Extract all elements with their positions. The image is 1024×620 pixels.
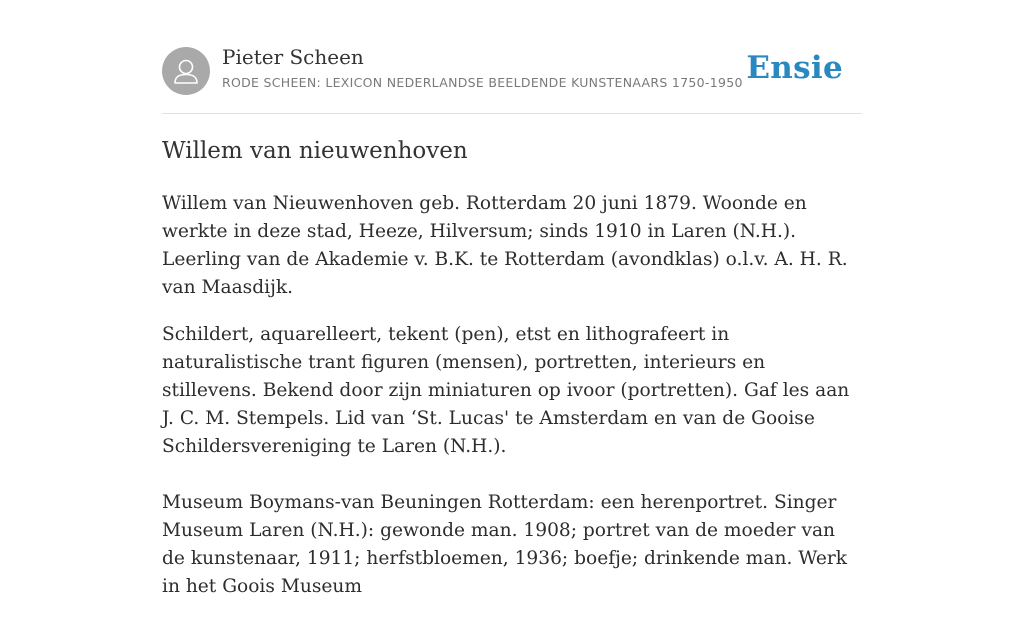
source-title[interactable]: RODE SCHEEN: LEXICON NEDERLANDSE BEELDENDE KUNSTENAARS 1750-1950 (222, 75, 743, 90)
article-page (162, 0, 862, 597)
paragraph-work: Schildert, aquarelleert, tekent (pen), etst en lithografeert in naturalistische trant figuren (mensen), portretten, interieurs en stillevens. Bekend door zijn miniaturen op ivoor (portretten). Gaf les aan J. C. M. Stempels. Lid van ‘St. Lucas' te Amsterdam en van de Gooise Schildersvereniging te Laren (N.H.). (162, 324, 850, 457)
article-body (162, 190, 862, 620)
user-icon (162, 47, 210, 95)
paragraph-biography: Willem van Nieuwenhoven geb. Rotterdam 20 juni 1879. Woonde en werkte in deze stad, Heeze, Hilversum; sinds 1910 in Laren (N.H.). Leerling van de Akademie v. B.K. te Rotterdam (avondklas) o.l.v. A. H. R. van Maasdijk. (162, 193, 848, 298)
article-header (162, 0, 862, 114)
author-name[interactable]: Pieter Scheen (222, 45, 364, 69)
avatar[interactable] (162, 47, 210, 95)
paragraph-collections: Museum Boymans-van Beuningen Rotterdam: een herenportret. Singer Museum Laren (N.H.): gewonde man. 1908; portret van de moeder van de kunstenaar, 1911; herfstbloemen, 1936; boefje; drinkende man. Werk in het Goois Museum (162, 492, 848, 597)
ensie-logo[interactable]: Ensie (746, 50, 843, 86)
page-title: Willem van nieuwenhoven (162, 138, 468, 164)
